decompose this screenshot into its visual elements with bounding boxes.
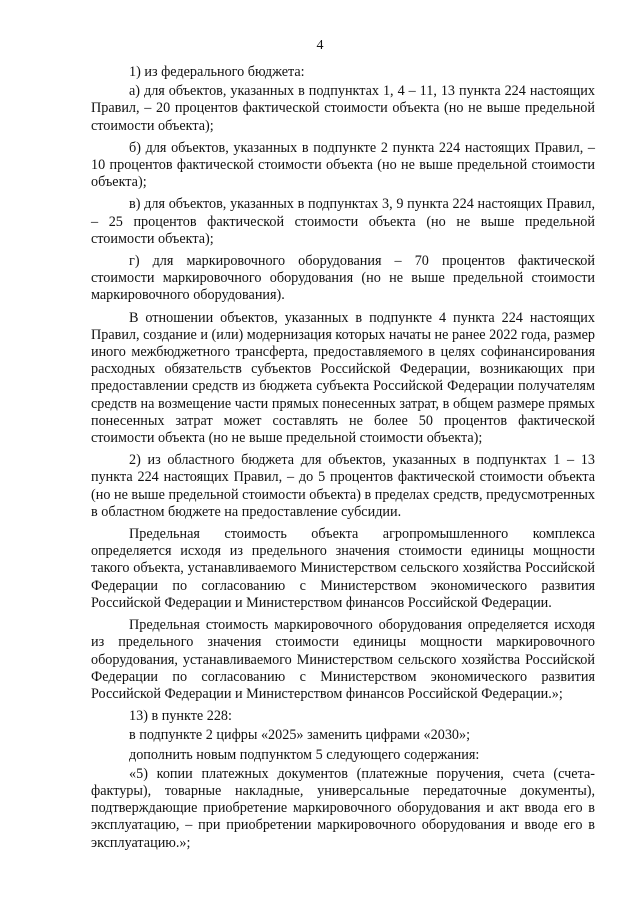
paragraph-item-v: в) для объектов, указанных в подпунктах 3, 9 пункта 224 настоящих Правил, – 25 процентов фактической стоимости объекта (но не выше предельной стоимости объекта); (91, 196, 595, 247)
paragraph-subpoint-2-change: в подпункте 2 цифры «2025» заменить цифрами «2030»; (129, 727, 471, 744)
paragraph-point-13: 13) в пункте 228: (129, 708, 232, 725)
paragraph-regional-budget: 2) из областного бюджета для объектов, указанных в подпунктах 1 – 13 пункта 224 настоящих Правил, – до 5 процентов фактической стоимости объекта (но не выше предельной стоимости объекта) в пределах средств, предусмотренных в областном бюджете на предоставление субсидии. (91, 452, 595, 520)
paragraph-federal-budget: 1) из федерального бюджета: (129, 64, 305, 80)
paragraph-item-g: г) для маркировочного оборудования – 70 процентов фактической стоимости маркировочного оборудования (но не выше предельной стоимости маркировочного оборудования). (91, 253, 595, 304)
paragraph-subpoint-5-text: «5) копии платежных документов (платежные поручения, счета (счета-фактуры), товарные накладные, универсальные передаточные документы), подтверждающие приобретение маркировочного оборудования и акт ввода его в эксплуатацию, – при приобретении маркировочного оборудования и вводе его в эксплуатацию.»; (91, 765, 595, 851)
paragraph-item-b: б) для объектов, указанных в подпункте 2 пункта 224 настоящих Правил, – 10 процентов фактической стоимости объекта (но не выше предельной стоимости объекта); (91, 139, 595, 191)
document-body (91, 64, 595, 852)
paragraph-add-subpoint-5: дополнить новым подпунктом 5 следующего содержания: (129, 746, 480, 763)
paragraph-item-a: а) для объектов, указанных в подпунктах 1, 4 – 11, 13 пункта 224 настоящих Правил, – 20 процентов фактической стоимости объекта (но не выше предельной стоимости объекта); (91, 83, 595, 134)
paragraph-limit-cost-object: Предельная стоимость объекта агропромышленного комплекса определяется исходя из предельного значения стоимости единицы мощности такого объекта, устанавливаемого Министерством сельского хозяйства Российской Федерации по согласованию с Министерством экономического развития Российской Федерации и Министерством финансов Российской Федерации. (91, 526, 595, 611)
page-number: 4 (316, 38, 324, 53)
paragraph-limit-cost-equipment: Предельная стоимость маркировочного оборудования определяется исходя из предельного значения стоимости единицы мощности маркировочного оборудования, устанавливаемого Министерством сельского хозяйства Российской Федерации по согласованию с Министерством экономического развития Российской Федерации и Министерством финансов Российской Федерации.»; (91, 617, 595, 702)
paragraph-objects-subpoint-4: В отношении объектов, указанных в подпункте 4 пункта 224 настоящих Правил, создание и (или) модернизация которых начаты не ранее 2022 года, размер иного межбюджетного трансферта, предоставляемого в целях софинансирования расходных обязательств субъектов Российской Федерации, возникающих при предоставлении средств из бюджета субъекта Российской Федерации получателям средств на возмещение части прямых понесенных затрат, в общем размере прямых понесенных затрат может составлять не более 50 процентов фактической стоимости объекта (но не выше предельной стоимости объекта); (91, 309, 595, 447)
